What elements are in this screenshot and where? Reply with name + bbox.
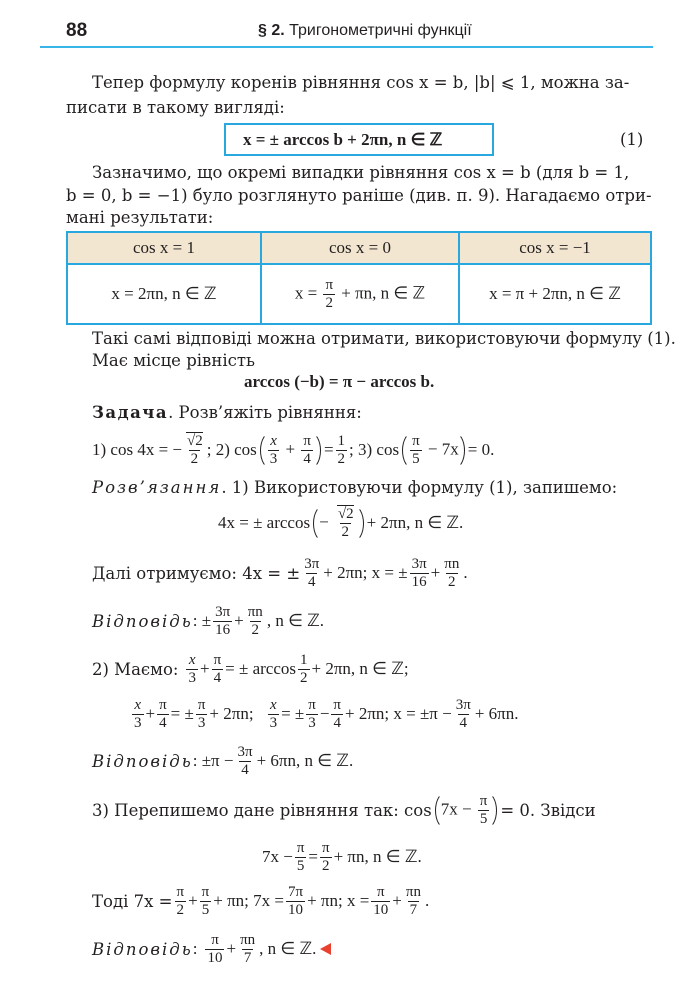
part3c-t1: + πn; 7x = <box>213 891 284 910</box>
fraction-denominator: 2 <box>341 523 350 540</box>
after-table-line-1: Такі самі відповіді можна отримати, використовуючи формулу (1). <box>92 329 676 348</box>
equals-pm: = ± <box>170 704 194 723</box>
fraction-denominator: 4 <box>459 714 468 731</box>
fraction-numerator: x <box>134 696 142 713</box>
fraction-denominator: 10 <box>373 901 389 918</box>
after-table-line-2: Має місце рівність <box>92 351 255 370</box>
part3-line <box>92 788 596 832</box>
plus-sign: + <box>285 438 296 458</box>
part2b-t2: + 2πn; x = ±π − <box>345 704 452 723</box>
fraction-numerator: π <box>377 883 385 900</box>
fraction-denominator: 5 <box>412 450 420 467</box>
minus-sign: − <box>319 511 329 531</box>
table-header-cell: cos x = 1 <box>67 232 261 264</box>
fraction-numerator: x <box>269 696 277 713</box>
fraction-denominator: 4 <box>307 573 316 590</box>
fraction-numerator: πn <box>444 555 460 572</box>
part2-end: + 2πn, n ∈ ℤ; <box>311 659 409 678</box>
cell-right: + πn, n ∈ ℤ <box>341 282 426 302</box>
fraction-denominator: 2 <box>300 669 308 686</box>
part3b-prefix: 7x − <box>262 847 293 866</box>
intro-line-2: писати в такому вигляді: <box>66 98 285 117</box>
answer2-colon: : ±π − <box>192 751 234 770</box>
solution-label: Розв’язання <box>92 478 222 497</box>
part3-end: = 0. Звідси <box>500 800 596 820</box>
fraction-denominator: 10 <box>207 949 223 966</box>
fraction-denominator: 5 <box>201 901 210 918</box>
eq3-rest: − 7x <box>427 438 459 458</box>
solution-formula <box>218 500 463 546</box>
answer-label: Відповідь <box>92 751 193 771</box>
fraction-numerator: π <box>211 931 219 948</box>
fraction-denominator: 4 <box>159 714 167 731</box>
solution-prefix: 4x = ± arccos <box>218 513 311 532</box>
special-cases-table <box>66 231 652 325</box>
eq3-prefix: ; 3) cos <box>349 440 400 459</box>
eq2-prefix: ; 2) cos <box>206 440 257 459</box>
fraction-numerator: π <box>308 696 316 713</box>
part2-mid: = ± arccos <box>225 659 296 678</box>
fraction-numerator: πn <box>405 883 421 900</box>
part2b-line <box>130 693 518 735</box>
answer3-end: , n ∈ ℤ. <box>259 939 317 958</box>
fraction-numerator: π <box>412 432 420 449</box>
fraction-numerator: 3π <box>304 555 320 572</box>
table-value-row <box>67 264 651 324</box>
solution-heading <box>92 477 617 499</box>
intro-line-1: Тепер формулу коренів рівняння cos x = b, |b| ⩽ 1, можна за- <box>92 73 630 92</box>
table-header-row <box>67 232 651 264</box>
table-header-cell: cos x = 0 <box>261 232 459 264</box>
fraction-denominator: 3 <box>197 714 206 731</box>
fraction-denominator: 10 <box>288 901 304 918</box>
eq3-end: = 0. <box>467 440 495 459</box>
fraction-numerator: 1 <box>300 651 308 668</box>
minus-sign: − <box>319 704 330 723</box>
plus-sign: + <box>199 659 210 678</box>
fraction-denominator: 3 <box>308 714 316 731</box>
fraction-denominator: 2 <box>176 901 185 918</box>
note-line-1: Зазначимо, що окремі випадки рівняння cos x = b (для b = 1, <box>92 163 630 182</box>
fraction-numerator: 3π <box>411 555 427 572</box>
part3-inner: 7x − <box>440 798 472 818</box>
fraction-denominator: 5 <box>296 857 305 874</box>
fraction-numerator: π <box>479 792 488 809</box>
task-equations <box>92 428 494 472</box>
section-heading <box>258 22 472 40</box>
part2-prefix: 2) Маємо: <box>92 659 179 679</box>
fraction-numerator: 3π <box>455 696 471 713</box>
fraction-numerator: π <box>333 696 341 713</box>
fraction-numerator: π <box>176 883 185 900</box>
fraction-numerator: x <box>188 651 196 668</box>
fraction-numerator: π <box>213 651 222 668</box>
answer3-colon: : <box>192 939 198 958</box>
fraction-denominator: 2 <box>325 294 333 311</box>
fraction-denominator: 16 <box>215 621 231 638</box>
answer2-line <box>92 740 353 782</box>
fraction-numerator: π <box>296 839 305 856</box>
fraction-numerator: √2 <box>337 505 354 522</box>
fraction-denominator: 5 <box>479 810 488 827</box>
fraction-numerator: π <box>325 276 334 293</box>
end-of-solution-icon <box>320 943 331 955</box>
fraction-denominator: 4 <box>241 761 249 778</box>
section-number: § 2. <box>258 22 285 39</box>
table-header-cell: cos x = −1 <box>459 232 651 264</box>
equals-sign: = <box>323 440 334 459</box>
plus-sign: + <box>234 611 244 630</box>
part3c-end: . <box>424 891 430 910</box>
fraction-denominator: 2 <box>448 573 456 590</box>
fraction-denominator: 7 <box>409 901 418 918</box>
fraction-denominator: 2 <box>322 857 330 874</box>
cell-left: x = <box>294 282 318 302</box>
fraction-denominator: 3 <box>188 669 196 686</box>
part3b-end: + πn, n ∈ ℤ. <box>333 847 422 866</box>
fraction-numerator: π <box>201 883 210 900</box>
task-text: . Розв’яжіть рівняння: <box>168 403 362 422</box>
formula-number: (1) <box>620 130 644 149</box>
equals-pm: = ± <box>281 704 305 723</box>
table-cell: x = 2πn, n ∈ ℤ <box>67 264 261 324</box>
answer-label: Відповідь <box>92 611 193 631</box>
plus-sign: + <box>430 563 441 582</box>
equals-sign: = <box>308 847 319 866</box>
plus-sign: + <box>188 891 198 910</box>
fraction-denominator: 2 <box>251 621 260 638</box>
answer1-line <box>92 600 324 642</box>
fraction-numerator: π <box>159 696 167 713</box>
header-rule <box>40 46 653 48</box>
part3c-t2: + πn; x = <box>307 891 370 910</box>
arccos-identity: arccos (−b) = π − arccos b. <box>244 372 435 391</box>
fraction-denominator: 4 <box>333 714 341 731</box>
plus-sign: + <box>145 704 156 723</box>
part3c-prefix: Тоді 7x = <box>92 891 173 911</box>
part2b-t3: + 6πn. <box>474 704 519 723</box>
page-number: 88 <box>66 20 88 41</box>
fraction-denominator: 7 <box>243 949 252 966</box>
fraction-numerator: 1 <box>337 432 346 449</box>
step1-end: . <box>463 563 468 582</box>
fraction-numerator: π <box>322 839 330 856</box>
answer2-end: + 6πn, n ∈ ℤ. <box>256 751 354 770</box>
solution-suffix: + 2πn, n ∈ ℤ. <box>366 513 464 532</box>
fraction-denominator: 16 <box>411 573 427 590</box>
fraction-denominator: 4 <box>213 669 222 686</box>
answer1-colon: : ± <box>192 611 212 630</box>
fraction-numerator: 7π <box>287 883 304 900</box>
table-cell: x = π + 2πn, n ∈ ℤ <box>459 264 651 324</box>
fraction-numerator: πn <box>240 931 256 948</box>
fraction-numerator: 3π <box>215 603 231 620</box>
answer-label: Відповідь <box>92 939 193 959</box>
fraction-denominator: 2 <box>337 450 346 467</box>
formula-1: x = ± arccos b + 2πn, n ∈ ℤ <box>243 130 443 149</box>
eq1-prefix: 1) cos 4x = − <box>92 440 182 459</box>
step1-line <box>92 552 468 594</box>
fraction-denominator: 2 <box>190 450 199 467</box>
fraction-numerator: x <box>270 432 277 449</box>
table-cell <box>261 264 459 324</box>
note-line-2: b = 0, b = −1) було розглянуто раніше (див. п. 9). Нагадаємо отри- <box>66 186 652 205</box>
task-label: Задача <box>92 403 169 422</box>
note-line-3: мані результати: <box>66 208 214 227</box>
task-heading <box>92 402 362 424</box>
part3c-line <box>92 880 429 922</box>
part3-prefix: 3) Перепишемо дане рівняння так: cos <box>92 800 432 820</box>
fraction-numerator: π <box>303 432 311 449</box>
answer3-line <box>92 928 331 970</box>
fraction-numerator: π <box>197 696 206 713</box>
answer1-end: , n ∈ ℤ. <box>266 611 325 630</box>
part2b-t1: + 2πn; <box>209 704 254 723</box>
part3b-line <box>262 836 422 878</box>
section-title: Тригонометричні функції <box>289 22 472 39</box>
fraction-denominator: 3 <box>269 450 278 467</box>
fraction-numerator: πn <box>247 603 263 620</box>
plus-sign: + <box>392 891 402 910</box>
fraction-denominator: 3 <box>134 714 142 731</box>
step1-prefix: Далі отримуємо: 4x = ± <box>92 563 301 583</box>
plus-sign: + <box>226 939 237 958</box>
fraction-numerator: √2 <box>187 432 203 449</box>
fraction-numerator: 3π <box>237 743 253 760</box>
step1-mid: + 2πn; x = ± <box>323 563 408 582</box>
solution-text: . 1) Використовуючи формулу (1), запишемо: <box>221 478 618 497</box>
part2-line <box>92 648 409 690</box>
fraction-denominator: 3 <box>269 714 278 731</box>
fraction-denominator: 4 <box>303 450 311 467</box>
